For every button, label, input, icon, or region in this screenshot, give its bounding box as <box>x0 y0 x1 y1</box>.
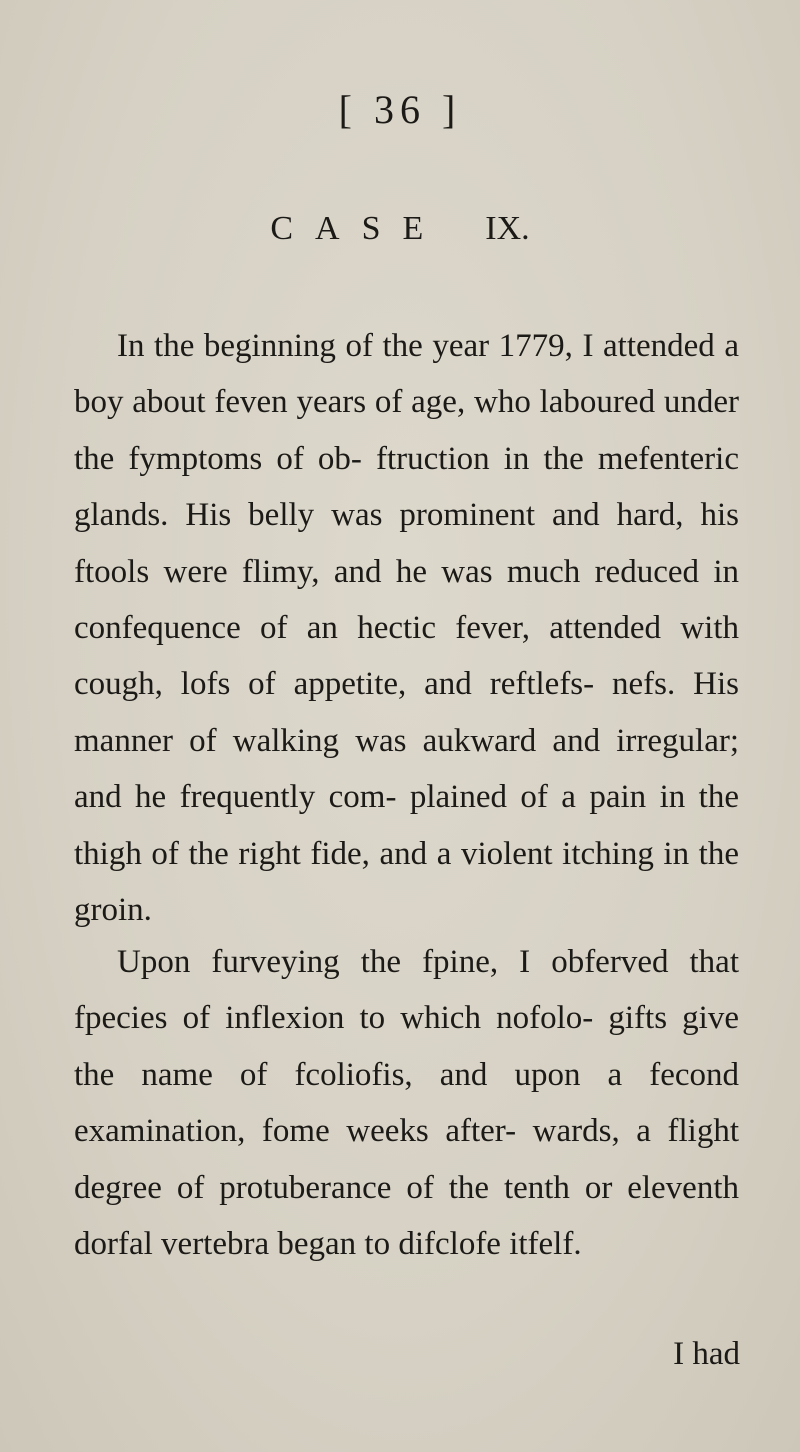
paragraph-2: Upon furveying the fpine, I obferved that fpecies of inflexion to which nofolo- gifts give the name of fcoliofis, and upon a fecond examination, fome weeks after- wards, a flight degree of protuberance of the tenth or eleventh dorfal vertebra began to difclofe itfelf. <box>74 944 739 1263</box>
paragraph-1: In the beginning of the year 1779, I attended a boy about feven years of age, who laboured under the fymptoms of ob- ftruction in the mefenteric glands. His belly was prominent and hard, his ftools were flimy, and he was much reduced in confequence of an hectic fever, attended with cough, lofs of appetite, and reftlefs- nefs. His manner of walking was aukward and irregular; and he frequently com- plained of a pain in the thigh of the right fide, and a violent itching in the groin. <box>74 328 739 929</box>
case-heading-label: CASE <box>270 210 446 247</box>
catchword: I had <box>673 1336 740 1372</box>
case-heading <box>0 210 800 248</box>
case-heading-number: IX. <box>485 210 530 247</box>
page-number: [ 36 ] <box>338 87 462 132</box>
